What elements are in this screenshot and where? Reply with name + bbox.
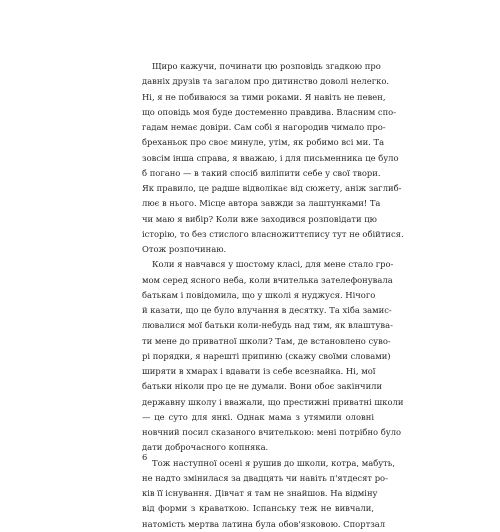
text-line: Коли я навчався у шостому класі, для мене стало гро- [152, 259, 394, 270]
text-line: не надто змінилася за двадцять чи навіть п'ятдесят ро- [142, 472, 388, 483]
text-line: давніх друзів та загалом про дитинство доволі нелегко. [142, 76, 390, 87]
text-line: гадам немає довіри. Сам собі я нагородив чимало про- [142, 122, 386, 132]
text-line: ків її існування. Дівчат я там не знайшов. На відміну [142, 488, 378, 498]
text-line: ширяти в хмарах і вдавати із себе всезнайка. Ні, мої [142, 366, 376, 376]
text-line: й казати, що це було влучання в десятку. Та хіба замис- [142, 305, 392, 315]
text-line: рі порядки, я нарешті припиню (скажу своїми словами) [142, 350, 391, 361]
text-line: мом серед ясного неба, коли вчителька зателефонувала [142, 274, 393, 285]
text-line: державну школу і вважали, що престижні приватні школи [142, 396, 404, 407]
text-line: лює в нього. Місце автора завжди за лаштунками! Та [142, 198, 381, 209]
text-line: бреханьок про своє минуле, утім, як робимо всі ми. Та [142, 137, 385, 148]
text-line: лювалися мої батьки коли-небудь над тим, як влаштува- [142, 320, 393, 331]
text-line: батьки ніколи про це не думали. Вони обоє закінчили [142, 381, 383, 392]
page-number: 6 [142, 452, 148, 462]
text-line: — це суто для янкі. Однак мама з утямили оловні [142, 411, 374, 422]
text-line: Отож розпочинаю. [142, 244, 227, 254]
text-line: ти мене до приватної школи? Там, де встановлено суво- [142, 335, 391, 346]
text-line: дати доброчасного копняка. [142, 442, 269, 453]
text-line: історію, то без стислого власножиттєпису тут не обійтися. [142, 228, 404, 239]
text-line: Як правило, це радше відволікає від сюжету, аніж заглиб- [142, 183, 402, 193]
text-line: Тож наступної осені я рушив до школи, котра, мабуть, [152, 457, 396, 468]
text-line: від форми з краваткою. Іспанську теж не вивчали, [142, 503, 374, 514]
text-line: натомість мертва латина була обов'язковою. Спортзал [142, 518, 386, 529]
text-line: батькам і повідомила, що у школі я нуджуся. Нічого [142, 289, 376, 300]
text-line: зовсім інша справа, я вважаю, і для письменника це було [142, 152, 399, 163]
text-line: новчний посил сказаного вчителькою: мені потрібно було [142, 427, 402, 437]
text-line: Ні, я не побиваюся за тими роками. Я навіть не певен, [142, 91, 386, 102]
text-line: що оповідь моя буде достеменно правдива. Власним спо- [142, 106, 397, 117]
text-line: Щиро кажучи, починати цю розповідь згадкою про [152, 61, 381, 71]
text-line: б погано — в такий спосіб виліпити себе у свої твори. [142, 167, 381, 178]
body-text [142, 59, 404, 532]
text-line: чи маю я вибір? Коли вже заходився розповідати цю [142, 213, 377, 224]
